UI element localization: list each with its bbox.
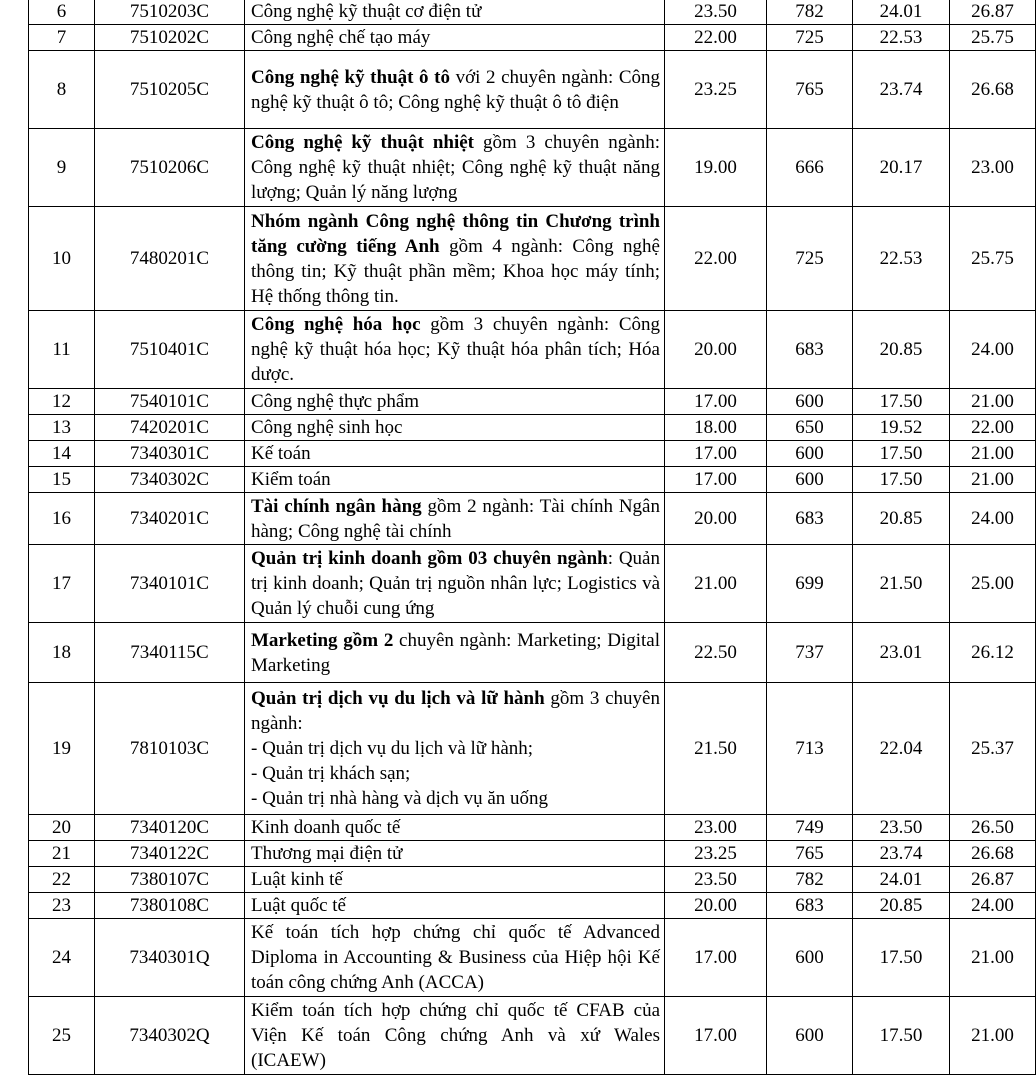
program-name-cell <box>245 545 665 623</box>
score-cell-4: 26.68 <box>950 51 1036 129</box>
table-row <box>29 0 1036 25</box>
program-name-text: Công nghệ thực phẩm <box>251 391 420 412</box>
row-number-cell: 24 <box>29 919 95 997</box>
table-row <box>29 389 1036 415</box>
program-name-text: gồm 3 chuyên ngành: Công nghệ kỹ thuật hóa học; Kỹ thuật hóa phân tích; Hóa dược. <box>251 314 661 385</box>
program-code-cell: 7510401C <box>95 311 245 389</box>
program-code-cell: 7340201C <box>95 493 245 545</box>
score-cell-1: 21.00 <box>665 545 767 623</box>
program-name-text: Công nghệ kỹ thuật cơ điện tử <box>251 1 482 22</box>
row-number-cell: 16 <box>29 493 95 545</box>
admission-score-table <box>28 0 1036 1075</box>
score-cell-2: 725 <box>767 207 853 311</box>
program-name-text: với 2 chuyên ngành: Công nghệ kỹ thuật ô tô; Công nghệ kỹ thuật ô tô điện <box>251 66 660 113</box>
score-cell-2: 699 <box>767 545 853 623</box>
program-name-cell <box>245 867 665 893</box>
program-name-cell <box>245 51 665 129</box>
score-cell-4: 26.12 <box>950 623 1036 683</box>
score-cell-1: 23.25 <box>665 841 767 867</box>
row-number-cell: 12 <box>29 389 95 415</box>
score-cell-3: 22.53 <box>853 25 950 51</box>
score-cell-3: 17.50 <box>853 919 950 997</box>
row-number-cell: 8 <box>29 51 95 129</box>
program-code-cell: 7340120C <box>95 815 245 841</box>
row-number-cell: 23 <box>29 893 95 919</box>
program-code-cell: 7510206C <box>95 129 245 207</box>
score-cell-2: 683 <box>767 893 853 919</box>
program-code-cell: 7340301Q <box>95 919 245 997</box>
score-cell-3: 17.50 <box>853 441 950 467</box>
score-cell-2: 683 <box>767 311 853 389</box>
program-name-text: Thương mại điện tử <box>251 843 403 864</box>
program-name-bold: Công nghệ kỹ thuật ô tô <box>251 66 450 88</box>
score-cell-1: 22.00 <box>665 207 767 311</box>
row-number-cell: 18 <box>29 623 95 683</box>
program-name-bold: Quản trị dịch vụ du lịch và lữ hành <box>251 688 545 709</box>
score-cell-4: 26.87 <box>950 867 1036 893</box>
row-number-cell: 6 <box>29 0 95 25</box>
program-name-cell <box>245 389 665 415</box>
program-name-cell <box>245 129 665 207</box>
program-name-text: Kế toán <box>251 443 311 464</box>
program-name-text: - Quản trị nhà hàng và dịch vụ ăn uống <box>251 788 549 809</box>
program-code-cell: 7510203C <box>95 0 245 25</box>
program-code-cell: 7340302Q <box>95 997 245 1075</box>
score-cell-2: 600 <box>767 919 853 997</box>
score-cell-3: 17.50 <box>853 997 950 1075</box>
program-name-cell <box>245 0 665 25</box>
score-cell-1: 20.00 <box>665 493 767 545</box>
score-cell-4: 24.00 <box>950 311 1036 389</box>
score-cell-3: 20.85 <box>853 493 950 545</box>
program-name-text: Kinh doanh quốc tế <box>251 817 401 838</box>
row-number-cell: 17 <box>29 545 95 623</box>
score-cell-4: 25.75 <box>950 207 1036 311</box>
program-name-text: : Quản trị kinh doanh; Quản trị nguồn nhân lực; Logistics và Quản lý chuỗi cung ứng <box>251 548 660 619</box>
program-name-bold: Marketing gồm 2 <box>251 629 394 651</box>
score-cell-1: 23.00 <box>665 815 767 841</box>
score-cell-2: 737 <box>767 623 853 683</box>
score-cell-2: 725 <box>767 25 853 51</box>
table-row <box>29 841 1036 867</box>
program-name-cell <box>245 441 665 467</box>
program-name-cell <box>245 25 665 51</box>
program-code-cell: 7480201C <box>95 207 245 311</box>
score-cell-1: 17.00 <box>665 919 767 997</box>
score-cell-1: 17.00 <box>665 441 767 467</box>
program-name-text: Luật kinh tế <box>251 869 343 890</box>
program-code-cell: 7540101C <box>95 389 245 415</box>
program-name-cell <box>245 841 665 867</box>
program-name-cell <box>245 623 665 683</box>
program-name-text: Kiểm toán <box>251 469 331 490</box>
table-row <box>29 25 1036 51</box>
table-row <box>29 207 1036 311</box>
program-name-bold: Công nghệ hóa học <box>251 314 421 335</box>
score-cell-1: 23.50 <box>665 867 767 893</box>
score-cell-4: 24.00 <box>950 893 1036 919</box>
score-cell-3: 24.01 <box>853 867 950 893</box>
score-cell-2: 713 <box>767 683 853 815</box>
score-cell-2: 749 <box>767 815 853 841</box>
table-row <box>29 415 1036 441</box>
score-cell-3: 17.50 <box>853 467 950 493</box>
score-cell-4: 26.50 <box>950 815 1036 841</box>
program-name-text: gồm 3 chuyên ngành: <box>251 688 660 734</box>
score-cell-1: 22.50 <box>665 623 767 683</box>
score-cell-1: 21.50 <box>665 683 767 815</box>
program-code-cell: 7340301C <box>95 441 245 467</box>
program-name-text: - Quản trị khách sạn; <box>251 763 411 784</box>
score-cell-4: 21.00 <box>950 441 1036 467</box>
program-code-cell: 7510202C <box>95 25 245 51</box>
row-number-cell: 25 <box>29 997 95 1075</box>
score-cell-1: 20.00 <box>665 893 767 919</box>
score-cell-4: 21.00 <box>950 467 1036 493</box>
table-row <box>29 311 1036 389</box>
table-row <box>29 441 1036 467</box>
score-cell-3: 20.17 <box>853 129 950 207</box>
score-cell-2: 650 <box>767 415 853 441</box>
score-cell-2: 683 <box>767 493 853 545</box>
program-name-text: - Quản trị dịch vụ du lịch và lữ hành; <box>251 738 534 759</box>
score-cell-4: 25.00 <box>950 545 1036 623</box>
program-name-bold: Quản trị kinh doanh gồm 03 chuyên ngành <box>251 548 608 569</box>
program-name-text: gồm 4 ngành: Công nghệ thông tin; Kỹ thuật phần mềm; Khoa học máy tính; Hệ thống thông tin. <box>251 235 660 307</box>
row-number-cell: 13 <box>29 415 95 441</box>
row-number-cell: 21 <box>29 841 95 867</box>
program-name-cell <box>245 683 665 815</box>
program-name-cell <box>245 311 665 389</box>
score-cell-1: 20.00 <box>665 311 767 389</box>
program-name-cell <box>245 207 665 311</box>
score-cell-2: 600 <box>767 997 853 1075</box>
score-cell-1: 23.50 <box>665 0 767 25</box>
table-row <box>29 51 1036 129</box>
row-number-cell: 11 <box>29 311 95 389</box>
row-number-cell: 10 <box>29 207 95 311</box>
program-name-bold: Công nghệ kỹ thuật nhiệt <box>251 132 475 153</box>
score-cell-3: 21.50 <box>853 545 950 623</box>
score-cell-1: 17.00 <box>665 467 767 493</box>
score-cell-3: 24.01 <box>853 0 950 25</box>
table-body <box>29 0 1036 1075</box>
program-name-bold: Nhóm ngành Công nghệ thông tin Chương trình tăng cường tiếng Anh <box>251 210 660 257</box>
table-row <box>29 129 1036 207</box>
program-name-cell <box>245 919 665 997</box>
score-cell-4: 22.00 <box>950 415 1036 441</box>
score-cell-2: 600 <box>767 441 853 467</box>
program-code-cell: 7380107C <box>95 867 245 893</box>
score-cell-4: 24.00 <box>950 493 1036 545</box>
program-code-cell: 7340101C <box>95 545 245 623</box>
program-name-text: Kế toán tích hợp chứng chỉ quốc tế Advanced Diploma in Accounting & Business của Hiệp hội Kế toán công chứng Anh (ACCA) <box>251 922 660 993</box>
row-number-cell: 15 <box>29 467 95 493</box>
program-name-cell <box>245 467 665 493</box>
score-cell-2: 600 <box>767 389 853 415</box>
table-row <box>29 997 1036 1075</box>
score-cell-1: 19.00 <box>665 129 767 207</box>
score-cell-4: 21.00 <box>950 919 1036 997</box>
program-name-cell <box>245 893 665 919</box>
score-cell-2: 666 <box>767 129 853 207</box>
program-name-cell <box>245 415 665 441</box>
score-cell-4: 26.87 <box>950 0 1036 25</box>
table-row <box>29 893 1036 919</box>
score-cell-2: 782 <box>767 867 853 893</box>
score-cell-3: 19.52 <box>853 415 950 441</box>
table-row <box>29 919 1036 997</box>
score-cell-3: 22.04 <box>853 683 950 815</box>
score-cell-1: 18.00 <box>665 415 767 441</box>
table-row <box>29 867 1036 893</box>
program-code-cell: 7340115C <box>95 623 245 683</box>
program-name-text: Công nghệ chế tạo máy <box>251 27 431 48</box>
row-number-cell: 9 <box>29 129 95 207</box>
program-name-text: chuyên ngành: Marketing; Digital Marketing <box>251 629 660 676</box>
program-name-text: gồm 2 ngành: Tài chính Ngân hàng; Công nghệ tài chính <box>251 495 660 542</box>
row-number-cell: 19 <box>29 683 95 815</box>
program-name-bold: Tài chính ngân hàng <box>251 495 422 517</box>
score-cell-3: 22.53 <box>853 207 950 311</box>
row-number-cell: 7 <box>29 25 95 51</box>
score-cell-4: 26.68 <box>950 841 1036 867</box>
row-number-cell: 14 <box>29 441 95 467</box>
table-row <box>29 623 1036 683</box>
program-name-cell <box>245 493 665 545</box>
row-number-cell: 20 <box>29 815 95 841</box>
score-cell-1: 17.00 <box>665 997 767 1075</box>
score-cell-2: 782 <box>767 0 853 25</box>
program-name-text: Kiểm toán tích hợp chứng chỉ quốc tế CFAB của Viện Kế toán Công chứng Anh và xứ Wales (ICAEW) <box>251 1000 660 1071</box>
score-cell-4: 25.75 <box>950 25 1036 51</box>
score-cell-3: 17.50 <box>853 389 950 415</box>
program-name-cell <box>245 997 665 1075</box>
score-cell-2: 765 <box>767 51 853 129</box>
score-cell-1: 17.00 <box>665 389 767 415</box>
score-cell-4: 23.00 <box>950 129 1036 207</box>
table-row <box>29 467 1036 493</box>
score-cell-2: 765 <box>767 841 853 867</box>
score-cell-1: 23.25 <box>665 51 767 129</box>
program-code-cell: 7810103C <box>95 683 245 815</box>
program-code-cell: 7380108C <box>95 893 245 919</box>
program-name-text: Luật quốc tế <box>251 895 346 916</box>
table-row <box>29 493 1036 545</box>
score-cell-3: 23.74 <box>853 841 950 867</box>
score-cell-1: 22.00 <box>665 25 767 51</box>
score-cell-2: 600 <box>767 467 853 493</box>
score-cell-4: 21.00 <box>950 997 1036 1075</box>
score-cell-4: 25.37 <box>950 683 1036 815</box>
program-code-cell: 7420201C <box>95 415 245 441</box>
program-name-text: gồm 3 chuyên ngành: Công nghệ kỹ thuật nhiệt; Công nghệ kỹ thuật năng lượng; Quản lý năng lượng <box>251 132 660 203</box>
table-row <box>29 815 1036 841</box>
program-name-cell <box>245 815 665 841</box>
program-name-text: Công nghệ sinh học <box>251 417 403 438</box>
score-cell-3: 20.85 <box>853 893 950 919</box>
score-cell-4: 21.00 <box>950 389 1036 415</box>
score-cell-3: 20.85 <box>853 311 950 389</box>
score-cell-3: 23.74 <box>853 51 950 129</box>
program-code-cell: 7340302C <box>95 467 245 493</box>
program-code-cell: 7340122C <box>95 841 245 867</box>
program-code-cell: 7510205C <box>95 51 245 129</box>
row-number-cell: 22 <box>29 867 95 893</box>
table-row <box>29 683 1036 815</box>
score-cell-3: 23.01 <box>853 623 950 683</box>
table-row <box>29 545 1036 623</box>
score-cell-3: 23.50 <box>853 815 950 841</box>
